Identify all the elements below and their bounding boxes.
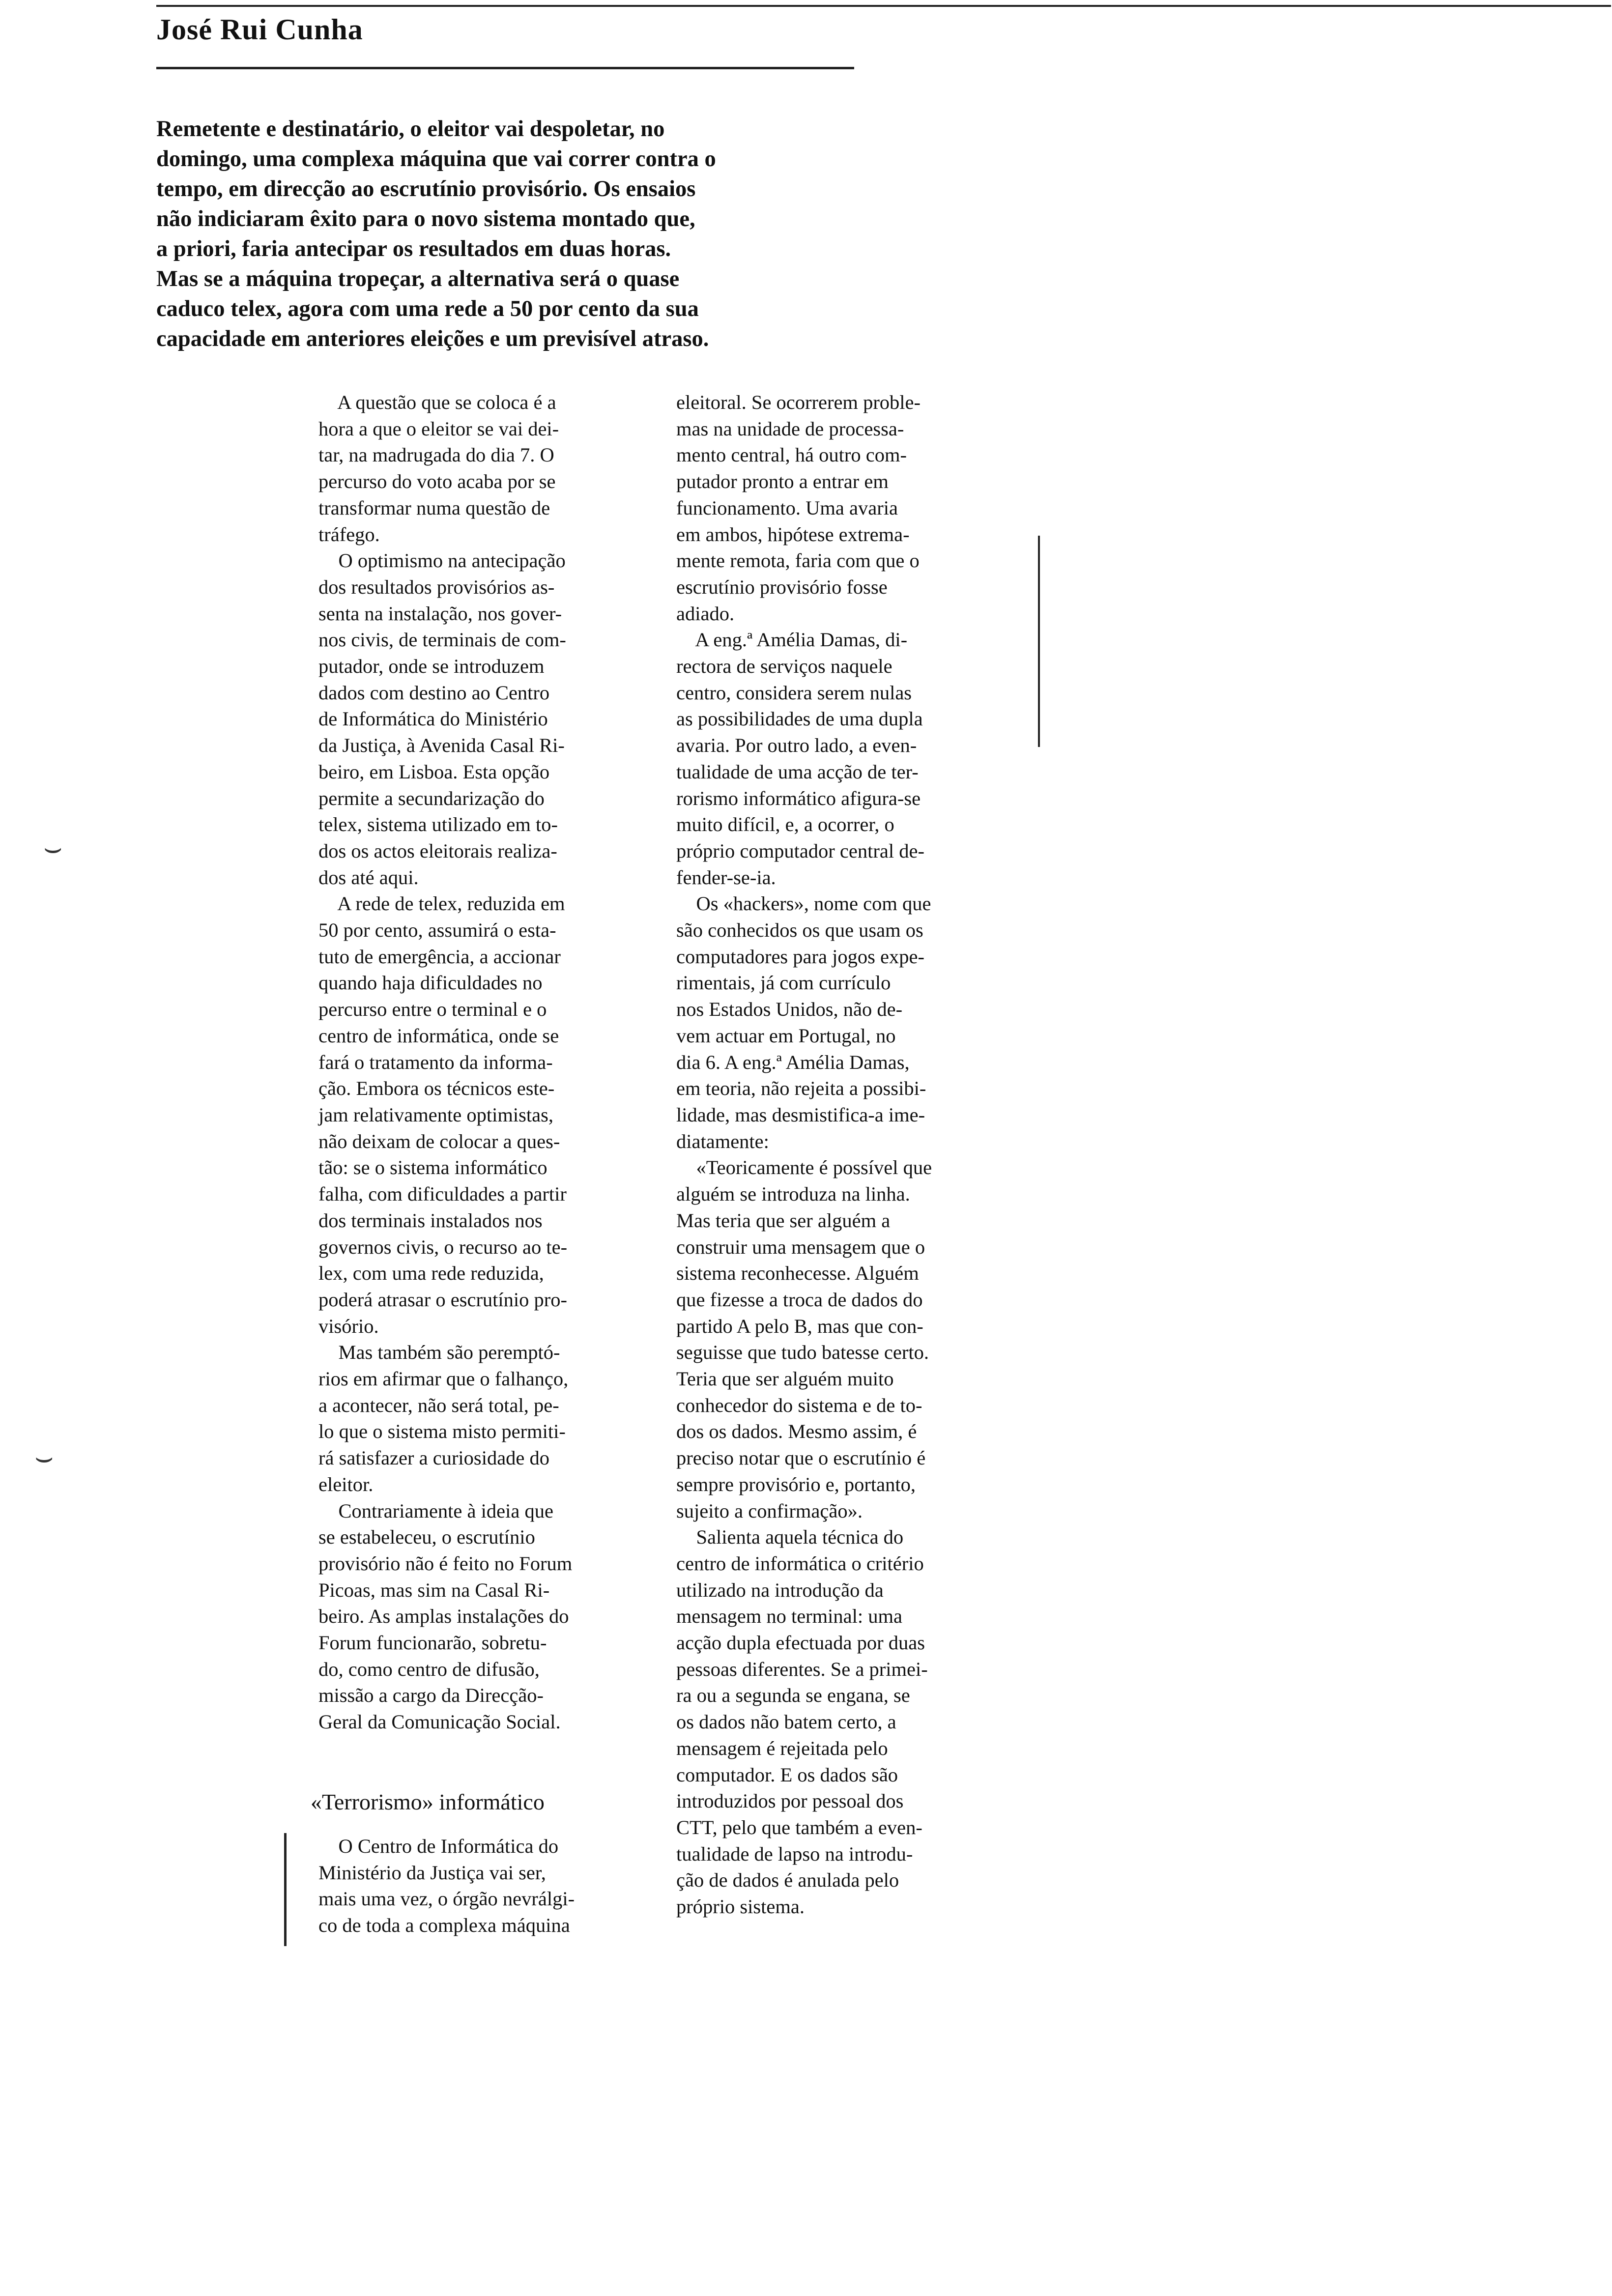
margin-check-mark: ⌣	[43, 831, 63, 865]
column-1-line: não deixam de colocar a ques-	[318, 1130, 560, 1152]
column-1-line: ção. Embora os técnicos este-	[318, 1077, 555, 1100]
column-1-line: Mas também são peremptó-	[318, 1341, 560, 1364]
column-1-line: da Justiça, à Avenida Casal Ri-	[318, 734, 565, 757]
column-2-line: vem actuar em Portugal, no	[676, 1024, 896, 1047]
column-1-line: se estabeleceu, o escrutínio	[318, 1526, 535, 1549]
column-1-line: tar, na madrugada do dia 7. O	[318, 444, 554, 466]
column-2-line: fender-se-ia.	[676, 866, 776, 889]
column-1-line: Picoas, mas sim na Casal Ri-	[318, 1578, 550, 1601]
column-2-line: sujeito a confirmação».	[676, 1499, 863, 1522]
column-2-line: são conhecidos os que usam os	[676, 919, 923, 942]
top-rule	[156, 5, 1611, 7]
lead-line: não indiciaram êxito para o novo sistema montado que,	[156, 206, 695, 231]
column-1-line: Contrariamente à ideia que	[318, 1499, 553, 1522]
column-2-line: rectora de serviços naquele	[676, 655, 892, 678]
column-2-line: dos os dados. Mesmo assim, é	[676, 1420, 917, 1443]
column-2-line: sistema reconhecesse. Alguém	[676, 1262, 919, 1285]
column-2-line: rimentais, já com currículo	[676, 972, 891, 994]
column-2-line: seguisse que tudo batesse certo.	[676, 1341, 929, 1364]
byline: José Rui Cunha	[156, 13, 363, 46]
column-2-line: preciso notar que o escrutínio é	[676, 1447, 926, 1469]
column-1b-line: mais uma vez, o órgão nevrálgi-	[318, 1888, 575, 1910]
column-1-line: visório.	[318, 1315, 379, 1337]
column-1-line: transformar numa questão de	[318, 496, 550, 519]
column-2-line: diatamente:	[676, 1130, 769, 1152]
column-2-line: funcionamento. Uma avaria	[676, 496, 898, 519]
column-2-line: que fizesse a troca de dados do	[676, 1288, 923, 1311]
column-2-line: pessoas diferentes. Se a primei-	[676, 1658, 928, 1680]
column-1-line: beiro, em Lisboa. Esta opção	[318, 760, 550, 783]
article-column-2	[676, 389, 1040, 1920]
column-1-line: de Informática do Ministério	[318, 708, 548, 730]
column-2-line: centro de informática o critério	[676, 1552, 924, 1575]
column-1-line: lex, com uma rede reduzida,	[318, 1262, 544, 1285]
column-1-line: hora a que o eleitor se vai dei-	[318, 417, 559, 440]
column-2-line: tualidade de lapso na introdu-	[676, 1842, 913, 1865]
column-1-line: dados com destino ao Centro	[318, 681, 550, 704]
lead-line: capacidade em anteriores eleições e um previsível atraso.	[156, 326, 709, 351]
margin-bracket	[284, 1833, 287, 1946]
column-2-line: escrutínio provisório fosse	[676, 575, 888, 598]
column-2-line: em ambos, hipótese extrema-	[676, 523, 910, 545]
column-1-line: rios em afirmar que o falhanço,	[318, 1368, 569, 1390]
column-2-line: nos Estados Unidos, não de-	[676, 998, 903, 1021]
column-2-line: em teoria, não rejeita a possibi-	[676, 1077, 926, 1100]
column-1-line: a acontecer, não será total, pe-	[318, 1394, 559, 1416]
column-2-line: Os «hackers», nome com que	[676, 892, 931, 915]
column-margin-line	[1038, 536, 1040, 747]
column-1-line: A questão que se coloca é a	[318, 391, 556, 413]
column-2-line: lidade, mas desmistifica-a ime-	[676, 1103, 925, 1126]
column-1-line: lo que o sistema misto permiti-	[318, 1420, 566, 1443]
column-2-line: «Teoricamente é possível que	[676, 1156, 932, 1179]
lead-line: caduco telex, agora com uma rede a 50 por cento da sua	[156, 296, 699, 321]
column-1-line: dos resultados provisórios as-	[318, 575, 555, 598]
lead-paragraph	[156, 114, 864, 354]
column-2-line: próprio computador central de-	[676, 839, 924, 862]
column-2-line: Salienta aquela técnica do	[676, 1526, 904, 1549]
byline-rule	[156, 67, 854, 69]
column-1-line: A rede de telex, reduzida em	[318, 892, 565, 915]
column-2-line: mente remota, faria com que o	[676, 549, 920, 572]
column-2-line: mensagem é rejeitada pelo	[676, 1737, 888, 1759]
column-2-line: construir uma mensagem que o	[676, 1235, 925, 1258]
lead-line: Mas se a máquina tropeçar, a alternativa será o quase	[156, 266, 680, 291]
column-1-line: permite a secundarização do	[318, 787, 545, 809]
column-2-line: muito difícil, e, a ocorrer, o	[676, 813, 894, 836]
column-2-line: próprio sistema.	[676, 1895, 805, 1918]
column-1-line: centro de informática, onde se	[318, 1024, 559, 1047]
column-1-line: 50 por cento, assumirá o esta-	[318, 919, 556, 942]
column-1b-line: Ministério da Justiça vai ser,	[318, 1861, 546, 1884]
lead-line: Remetente e destinatário, o eleitor vai despoletar, no	[156, 116, 665, 142]
column-2-line: ção de dados é anulada pelo	[676, 1869, 899, 1892]
column-2-line: acção dupla efectuada por duas	[676, 1632, 925, 1654]
column-2-line: rorismo informático afigura-se	[676, 787, 921, 809]
column-1-line: quando haja dificuldades no	[318, 972, 543, 994]
column-1-line: dos os actos eleitorais realiza-	[318, 839, 557, 862]
column-2-line: Teria que ser alguém muito	[676, 1368, 894, 1390]
column-1-line: eleitor.	[318, 1473, 374, 1495]
column-2-line: A eng.ª Amélia Damas, di-	[676, 629, 908, 651]
column-1-line: nos civis, de terminais de com-	[318, 629, 566, 651]
column-2-line: computadores para jogos expe-	[676, 945, 924, 968]
column-1b-line: co de toda a complexa máquina	[318, 1914, 570, 1937]
column-2-line: os dados não batem certo, a	[676, 1711, 896, 1733]
column-1-line: putador, onde se introduzem	[318, 655, 545, 678]
column-1-line: tuto de emergência, a accionar	[318, 945, 561, 968]
column-2-line: CTT, pelo que também a even-	[676, 1816, 922, 1838]
column-2-line: conhecedor do sistema e de to-	[676, 1394, 922, 1416]
column-1-line: fará o tratamento da informa-	[318, 1051, 553, 1073]
column-1-line: poderá atrasar o escrutínio pro-	[318, 1288, 568, 1311]
column-2-line: as possibilidades de uma dupla	[676, 708, 923, 730]
article-column-1-continued	[318, 1833, 672, 1939]
column-2-line: sempre provisório e, portanto,	[676, 1473, 916, 1495]
article-column-1	[318, 389, 672, 1735]
lead-line: a priori, faria antecipar os resultados em duas horas.	[156, 236, 671, 261]
column-1-line: O optimismo na antecipação	[318, 549, 566, 572]
column-2-line: computador. E os dados são	[676, 1763, 898, 1786]
column-2-line: adiado.	[676, 602, 735, 625]
column-1-line: tráfego.	[318, 523, 380, 545]
column-1-line: dos terminais instalados nos	[318, 1209, 543, 1232]
column-2-line: utilizado na introdução da	[676, 1578, 884, 1601]
column-1-line: jam relativamente optimistas,	[318, 1103, 553, 1126]
column-2-line: eleitoral. Se ocorrerem proble-	[676, 391, 921, 413]
column-1b-line: O Centro de Informática do	[318, 1835, 559, 1857]
column-2-line: partido A pelo B, mas que con-	[676, 1315, 923, 1337]
column-2-line: alguém se introduza na linha.	[676, 1183, 910, 1205]
column-2-line: Mas teria que ser alguém a	[676, 1209, 891, 1232]
margin-check-mark: ⌣	[34, 1440, 54, 1474]
lead-line: tempo, em direcção ao escrutínio provisório. Os ensaios	[156, 176, 696, 201]
column-1-line: falha, com dificuldades a partir	[318, 1183, 567, 1205]
column-1-line: beiro. As amplas instalações do	[318, 1605, 569, 1628]
lead-line: domingo, uma complexa máquina que vai correr contra o	[156, 146, 716, 172]
column-2-line: centro, considera serem nulas	[676, 681, 912, 704]
column-1-line: do, como centro de difusão,	[318, 1658, 540, 1680]
column-1-line: telex, sistema utilizado em to-	[318, 813, 558, 836]
column-2-line: introduzidos por pessoal dos	[676, 1790, 904, 1812]
section-subhead: «Terrorismo» informático	[311, 1789, 545, 1814]
column-1-line: rá satisfazer a curiosidade do	[318, 1447, 550, 1469]
column-2-line: putador pronto a entrar em	[676, 470, 889, 493]
column-2-line: mento central, há outro com-	[676, 444, 907, 466]
column-2-line: mas na unidade de processa-	[676, 417, 904, 440]
column-2-line: ra ou a segunda se engana, se	[676, 1684, 910, 1707]
column-1-line: percurso entre o terminal e o	[318, 998, 547, 1021]
column-1-line: missão a cargo da Direcção-	[318, 1684, 544, 1707]
column-2-line: avaria. Por outro lado, a even-	[676, 734, 917, 757]
column-1-line: senta na instalação, nos gover-	[318, 602, 562, 625]
column-2-line: tualidade de uma acção de ter-	[676, 760, 919, 783]
column-1-line: governos civis, o recurso ao te-	[318, 1235, 568, 1258]
column-2-line: mensagem no terminal: uma	[676, 1605, 902, 1628]
column-1-line: dos até aqui.	[318, 866, 419, 889]
column-1-line: percurso do voto acaba por se	[318, 470, 556, 493]
column-1-line: Forum funcionarão, sobretu-	[318, 1632, 547, 1654]
column-2-line: dia 6. A eng.ª Amélia Damas,	[676, 1051, 910, 1073]
column-1-line: Geral da Comunicação Social.	[318, 1711, 561, 1733]
column-1-line: provisório não é feito no Forum	[318, 1552, 573, 1575]
column-1-line: tão: se o sistema informático	[318, 1156, 547, 1179]
